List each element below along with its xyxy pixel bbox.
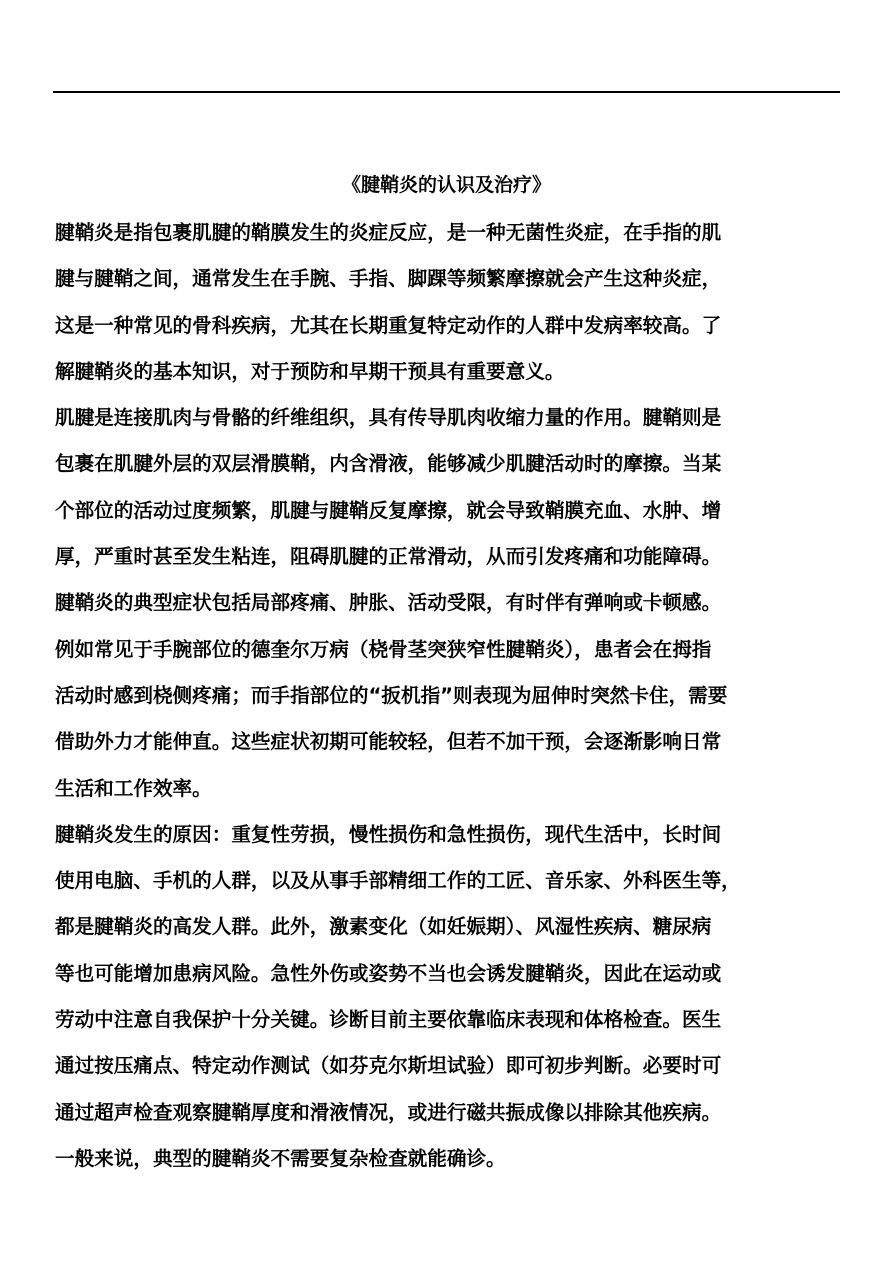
body-line: 这是一种常见的骨科疾病，尤其在长期重复特定动作的人群中发病率较高。了	[55, 313, 722, 337]
body-line: 厚，严重时甚至发生粘连，阻碍肌腱的正常滑动，从而引发疼痛和功能障碍。	[55, 545, 722, 569]
body-line: 使用电脑、手机的人群，以及从事手部精细工作的工匠、音乐家、外科医生等，	[55, 869, 741, 893]
body-line: 腱鞘炎是指包裹肌腱的鞘膜发生的炎症反应，是一种无菌性炎症，在手指的肌	[55, 221, 722, 244]
body-line: 腱鞘炎的典型症状包括局部疼痛、肿胀、活动受限，有时伴有弹响或卡顿感。	[55, 591, 722, 615]
body-line: 通过按压痛点、特定动作测试（如芬克尔斯坦试验）即可初步判断。必要时可	[55, 1054, 722, 1078]
body-line: 解腱鞘炎的基本知识，对于预防和早期干预具有重要意义。	[55, 359, 565, 383]
body-line: 个部位的活动过度频繁，肌腱与腱鞘反复摩擦，就会导致鞘膜充血、水肿、增	[55, 498, 722, 522]
body-line: 等也可能增加患病风险。急性外伤或姿势不当也会诱发腱鞘炎，因此在运动或	[55, 961, 722, 985]
body-line: 活动时感到桡侧疼痛；而手指部位的“扳机指”则表现为屈伸时突然卡住，需要	[55, 683, 728, 707]
body-line: 都是腱鞘炎的高发人群。此外，激素变化（如妊娠期）、风湿性疾病、糖尿病	[55, 915, 712, 939]
document-body	[55, 214, 783, 1186]
body-line: 一般来说，典型的腱鞘炎不需要复杂检查就能确诊。	[55, 1146, 506, 1170]
document-title: 《腱鞘炎的认识及治疗》	[341, 174, 551, 196]
body-line: 腱与腱鞘之间，通常发生在手腕、手指、脚踝等频繁摩擦就会产生这种炎症，	[55, 267, 722, 291]
body-line: 腱鞘炎发生的原因：重复性劳损，慢性损伤和急性损伤，现代生活中，长时间	[55, 822, 722, 846]
body-line: 通过超声检查观察腱鞘厚度和滑液情况，或进行磁共振成像以排除其他疾病。	[55, 1100, 722, 1124]
header-rule	[53, 91, 840, 93]
body-line: 生活和工作效率。	[55, 776, 212, 800]
body-line: 包裹在肌腱外层的双层滑膜鞘，内含滑液，能够减少肌腱活动时的摩擦。当某	[55, 452, 722, 476]
body-line: 借助外力才能伸直。这些症状初期可能较轻，但若不加干预，会逐渐影响日常	[55, 730, 722, 754]
body-line: 劳动中注意自我保护十分关键。诊断目前主要依靠临床表现和体格检查。医生	[55, 1008, 722, 1032]
body-line: 肌腱是连接肌肉与骨骼的纤维组织，具有传导肌肉收缩力量的作用。腱鞘则是	[55, 406, 722, 430]
body-line: 例如常见于手腕部位的德奎尔万病（桡骨茎突狭窄性腱鞘炎），患者会在拇指	[55, 637, 712, 661]
